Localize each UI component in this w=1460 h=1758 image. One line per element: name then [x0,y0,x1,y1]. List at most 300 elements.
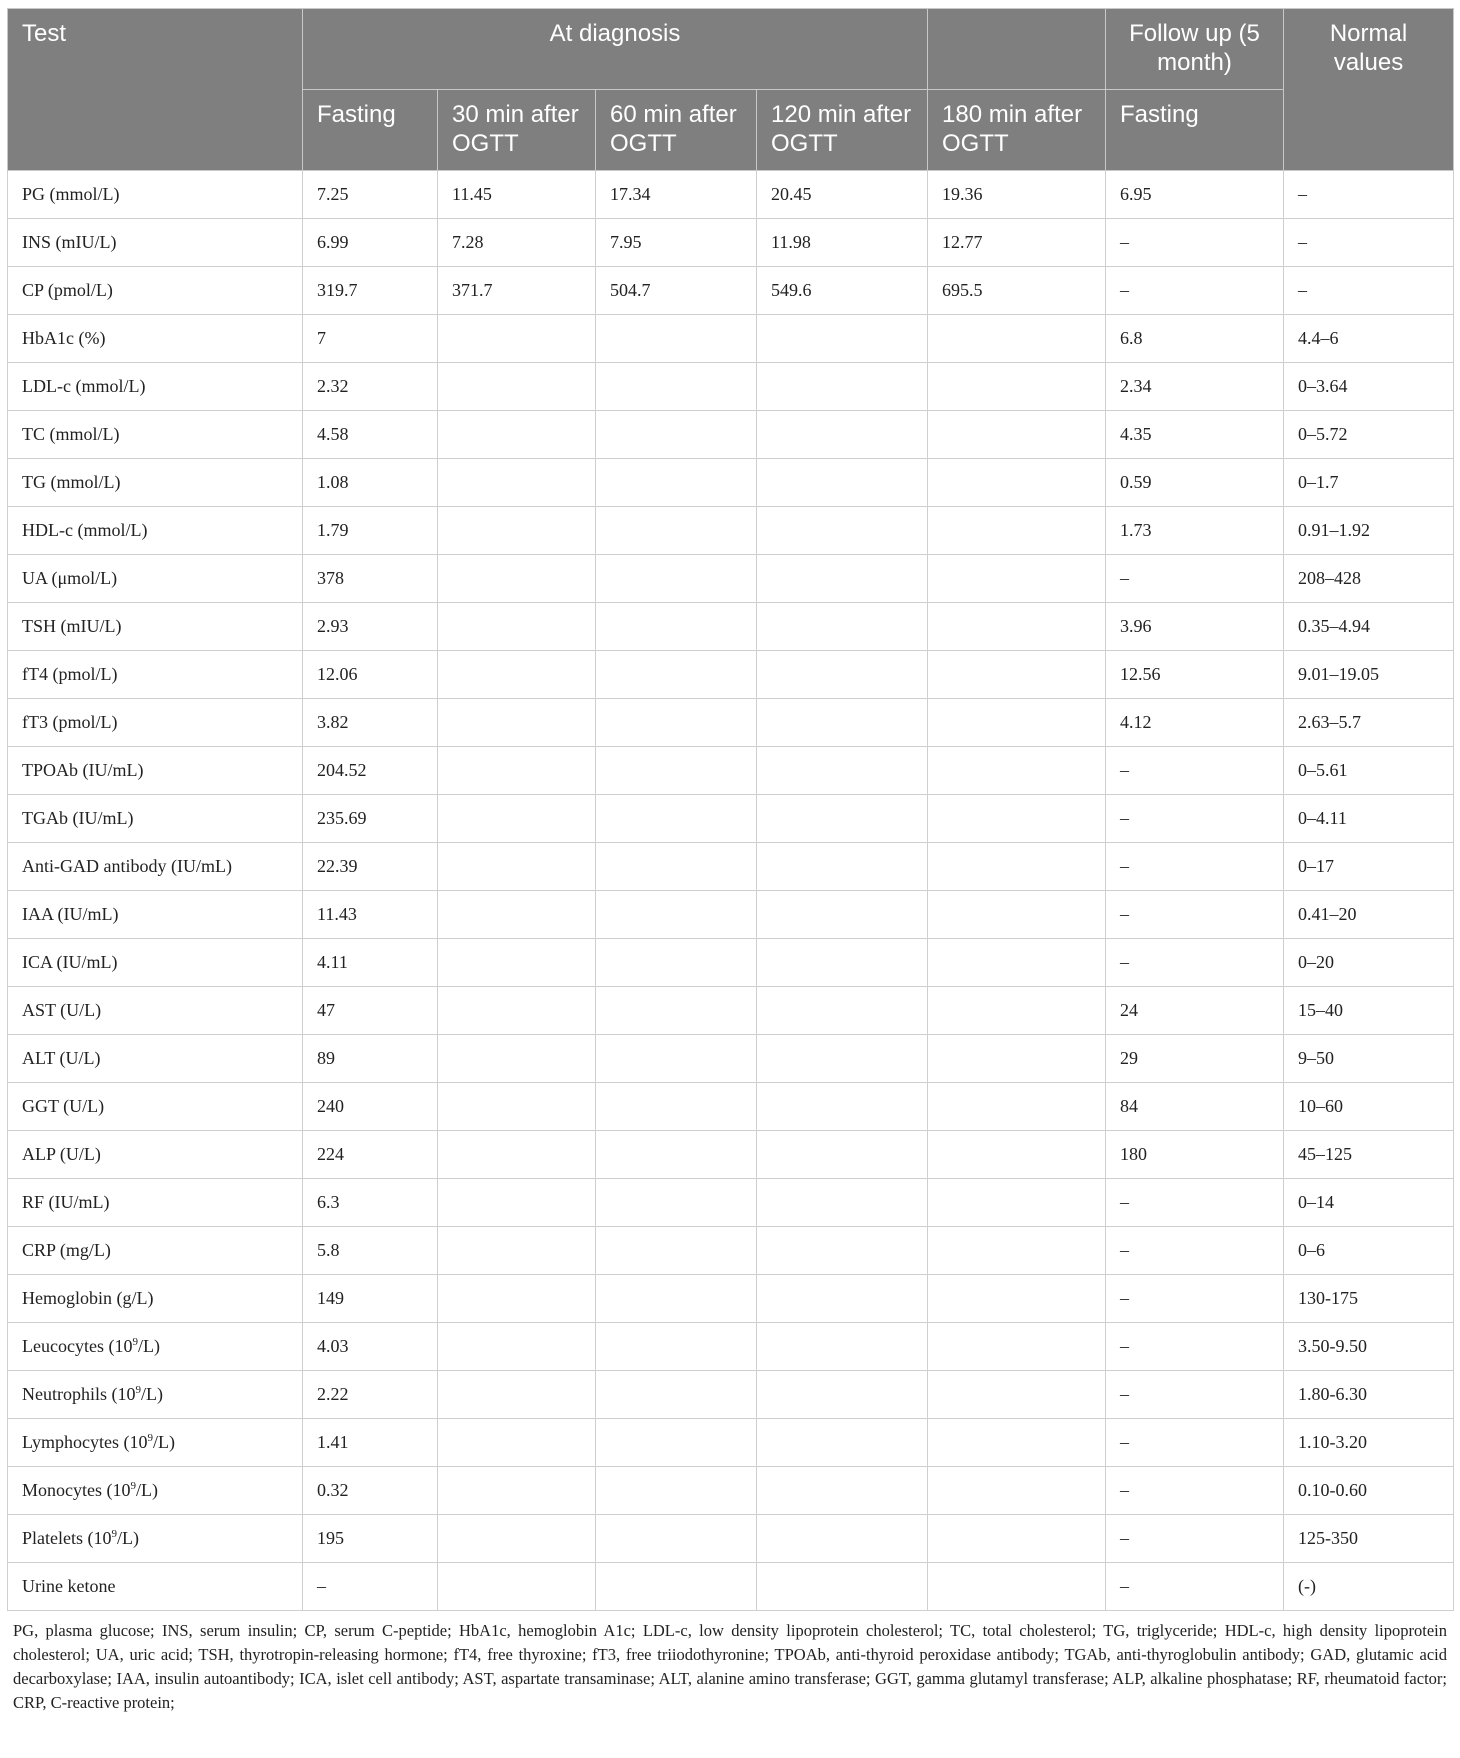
value-cell [596,555,757,603]
value-cell [757,699,928,747]
value-cell: – [1106,891,1284,939]
table-row [8,1371,1454,1419]
value-cell [757,1515,928,1563]
value-cell [596,1419,757,1467]
value-cell [596,1371,757,1419]
test-name-cell [8,555,303,603]
value-cell [596,1275,757,1323]
test-name: HDL-c (mmol/L) [22,520,148,540]
test-name-superscript: 9 [135,1384,141,1396]
value-cell [438,939,596,987]
value-cell: 1.41 [303,1419,438,1467]
test-name-cell [8,843,303,891]
test-name: LDL-c (mmol/L) [22,376,146,396]
test-name-cell [8,219,303,267]
value-cell [928,1131,1106,1179]
value-cell: 204.52 [303,747,438,795]
test-name: GGT (U/L) [22,1096,105,1116]
value-cell: – [1106,939,1284,987]
subheader-fasting: Fasting [303,90,438,171]
value-cell: 2.63–5.7 [1284,699,1454,747]
value-cell [928,1371,1106,1419]
test-name-cell [8,987,303,1035]
value-cell [596,1323,757,1371]
table-row [8,1419,1454,1467]
value-cell [596,1179,757,1227]
value-cell [928,747,1106,795]
value-cell [438,699,596,747]
value-cell [757,651,928,699]
value-cell: 45–125 [1284,1131,1454,1179]
test-name: Hemoglobin (g/L) [22,1288,154,1308]
value-cell [596,891,757,939]
value-cell [928,795,1106,843]
value-cell [438,315,596,363]
value-cell [757,1467,928,1515]
value-cell [757,1131,928,1179]
value-cell [928,1083,1106,1131]
value-cell [757,891,928,939]
value-cell: 17.34 [596,171,757,219]
value-cell: 0–5.72 [1284,411,1454,459]
value-cell [596,651,757,699]
test-name: INS (mIU/L) [22,232,117,252]
test-name-superscript: 9 [147,1432,153,1444]
test-name-cell [8,699,303,747]
value-cell: 12.56 [1106,651,1284,699]
value-cell [438,1467,596,1515]
value-cell [438,891,596,939]
value-cell: 7 [303,315,438,363]
test-name: TG (mmol/L) [22,472,121,492]
value-cell [438,1275,596,1323]
test-name-cell [8,171,303,219]
value-cell: – [1284,171,1454,219]
value-cell: 5.8 [303,1227,438,1275]
subheader-180min: 180 min after OGTT [928,90,1106,171]
value-cell [438,1035,596,1083]
value-cell: 0.59 [1106,459,1284,507]
test-name-cell [8,1227,303,1275]
test-name: fT3 (pmol/L) [22,712,118,732]
value-cell [757,747,928,795]
subheader-120min: 120 min after OGTT [757,90,928,171]
test-name-superscript: 9 [111,1528,117,1540]
value-cell [928,1515,1106,1563]
value-cell: 0–5.61 [1284,747,1454,795]
value-cell: 549.6 [757,267,928,315]
test-name-cell [8,1275,303,1323]
value-cell [757,363,928,411]
test-name-cell [8,1467,303,1515]
value-cell [596,1227,757,1275]
table-row [8,267,1454,315]
table-row [8,1467,1454,1515]
table-row [8,795,1454,843]
test-name-cell [8,747,303,795]
table-row [8,1227,1454,1275]
table-footnote: PG, plasma glucose; INS, serum insulin; CP, serum C-peptide; HbA1c, hemoglobin A1c; LDL-c, low density lipoprotein cholesterol; TC, total cholesterol; TG, triglyceride; HDL-c, high density lipoprotein cholesterol; UA, uric acid; TSH, thyrotropin-releasing hormone; fT4, free thyroxine; fT3, free triiodothyronine; TPOAb, anti-thyroid peroxidase antibody; TGAb, anti-thyroglobulin antibody; GAD, glutamic acid decarboxylase; IAA, insulin autoantibody; ICA, islet cell antibody; AST, aspartate transaminase; ALT, alanine amino transferase; GGT, gamma glutamyl transferase; ALP, alkaline phosphatase; RF, rheumatoid factor; CRP, C-reactive protein; [13,1621,1447,1712]
table-row [8,939,1454,987]
subheader-followup-fasting: Fasting [1106,90,1284,171]
value-cell: 240 [303,1083,438,1131]
value-cell [928,939,1106,987]
value-cell [438,459,596,507]
value-cell [757,1323,928,1371]
table-row [8,219,1454,267]
value-cell: 180 [1106,1131,1284,1179]
value-cell: 1.08 [303,459,438,507]
test-name: CP (pmol/L) [22,280,113,300]
value-cell [757,1179,928,1227]
value-cell: 0.91–1.92 [1284,507,1454,555]
test-name: IAA (IU/mL) [22,904,119,924]
value-cell: 1.73 [1106,507,1284,555]
test-name-superscript: 9 [132,1336,138,1348]
value-cell [438,1371,596,1419]
value-cell [757,1275,928,1323]
test-name: Anti-GAD antibody (IU/mL) [22,856,232,876]
value-cell: – [303,1563,438,1611]
value-cell: 0–6 [1284,1227,1454,1275]
value-cell: 0–1.7 [1284,459,1454,507]
value-cell: 195 [303,1515,438,1563]
value-cell: 2.34 [1106,363,1284,411]
value-cell [928,507,1106,555]
test-name: Monocytes (10 [22,1480,131,1500]
test-name-unit-tail: /L) [140,1384,163,1404]
value-cell [438,1083,596,1131]
value-cell: 11.45 [438,171,596,219]
value-cell [928,1035,1106,1083]
test-name-cell [8,1131,303,1179]
value-cell [928,1323,1106,1371]
value-cell [757,1227,928,1275]
test-name-cell [8,459,303,507]
value-cell: 12.06 [303,651,438,699]
value-cell: 20.45 [757,171,928,219]
value-cell [928,363,1106,411]
value-cell: – [1106,1227,1284,1275]
value-cell: 208–428 [1284,555,1454,603]
value-cell [928,1467,1106,1515]
value-cell [438,1227,596,1275]
value-cell: 0–14 [1284,1179,1454,1227]
value-cell [928,1179,1106,1227]
value-cell: – [1106,1467,1284,1515]
value-cell [757,1035,928,1083]
value-cell [438,507,596,555]
table-row [8,411,1454,459]
value-cell: 6.3 [303,1179,438,1227]
value-cell: 7.95 [596,219,757,267]
value-cell: 1.10-3.20 [1284,1419,1454,1467]
test-name-cell [8,1371,303,1419]
value-cell: – [1106,1563,1284,1611]
value-cell: 9.01–19.05 [1284,651,1454,699]
value-cell [928,315,1106,363]
value-cell [928,651,1106,699]
value-cell: 2.93 [303,603,438,651]
table-row [8,363,1454,411]
test-name: ICA (IU/mL) [22,952,118,972]
value-cell [757,459,928,507]
value-cell [928,411,1106,459]
value-cell: 0.41–20 [1284,891,1454,939]
value-cell [438,1131,596,1179]
value-cell [596,939,757,987]
value-cell [596,459,757,507]
table-header [8,9,1454,171]
value-cell: 3.50-9.50 [1284,1323,1454,1371]
value-cell [596,1467,757,1515]
test-name-cell [8,1419,303,1467]
test-name-cell [8,891,303,939]
value-cell: – [1106,795,1284,843]
test-name-cell [8,1323,303,1371]
table-row [8,747,1454,795]
value-cell [928,1275,1106,1323]
value-cell: 125-350 [1284,1515,1454,1563]
table-row [8,603,1454,651]
table-row [8,699,1454,747]
test-name-cell [8,267,303,315]
value-cell [928,891,1106,939]
test-name-unit-tail: /L) [152,1432,175,1452]
value-cell [438,651,596,699]
value-cell: 11.98 [757,219,928,267]
value-cell: 6.99 [303,219,438,267]
value-cell: 224 [303,1131,438,1179]
test-name: HbA1c (%) [22,328,106,348]
header-follow-up: Follow up (5 month) [1106,9,1284,90]
value-cell: 130-175 [1284,1275,1454,1323]
value-cell: 9–50 [1284,1035,1454,1083]
value-cell [928,555,1106,603]
test-name-superscript: 9 [130,1480,136,1492]
test-name-cell [8,1179,303,1227]
value-cell: 47 [303,987,438,1035]
test-name: TC (mmol/L) [22,424,120,444]
test-name: AST (U/L) [22,1000,102,1020]
value-cell [596,411,757,459]
test-name: TPOAb (IU/mL) [22,760,144,780]
value-cell [757,1419,928,1467]
test-name-cell [8,1563,303,1611]
value-cell: 12.77 [928,219,1106,267]
value-cell [438,1563,596,1611]
value-cell [596,987,757,1035]
value-cell: 3.96 [1106,603,1284,651]
test-name-cell [8,507,303,555]
value-cell: 149 [303,1275,438,1323]
test-name: Platelets (10 [22,1528,112,1548]
table-row [8,1275,1454,1323]
test-name-unit-tail: /L) [137,1336,160,1356]
subheader-60min: 60 min after OGTT [596,90,757,171]
value-cell [438,1179,596,1227]
test-name: Neutrophils (10 [22,1384,136,1404]
value-cell: 89 [303,1035,438,1083]
test-name-cell [8,315,303,363]
value-cell [596,747,757,795]
value-cell: – [1106,219,1284,267]
value-cell: 371.7 [438,267,596,315]
test-name: Urine ketone [22,1576,116,1596]
value-cell: 10–60 [1284,1083,1454,1131]
value-cell: 4.03 [303,1323,438,1371]
value-cell: – [1106,1515,1284,1563]
test-name: CRP (mg/L) [22,1240,111,1260]
value-cell: – [1106,843,1284,891]
value-cell [596,843,757,891]
value-cell [928,459,1106,507]
value-cell: 6.8 [1106,315,1284,363]
value-cell [757,555,928,603]
value-cell [438,603,596,651]
value-cell: 2.32 [303,363,438,411]
header-test: Test [8,9,303,171]
test-name: UA (μmol/L) [22,568,118,588]
test-name: fT4 (pmol/L) [22,664,118,684]
subheader-30min: 30 min after OGTT [438,90,596,171]
value-cell: 378 [303,555,438,603]
value-cell: – [1106,1179,1284,1227]
value-cell: 0.35–4.94 [1284,603,1454,651]
value-cell [757,987,928,1035]
value-cell: 6.95 [1106,171,1284,219]
test-name: TSH (mIU/L) [22,616,122,636]
value-cell: 7.25 [303,171,438,219]
test-name-cell [8,795,303,843]
value-cell [757,315,928,363]
test-name: RF (IU/mL) [22,1192,110,1212]
value-cell: 4.4–6 [1284,315,1454,363]
value-cell [596,1035,757,1083]
value-cell [757,1083,928,1131]
value-cell: 4.58 [303,411,438,459]
value-cell: 22.39 [303,843,438,891]
test-name-cell [8,1515,303,1563]
value-cell [928,843,1106,891]
value-cell: 3.82 [303,699,438,747]
value-cell [596,1563,757,1611]
lab-results-table [7,8,1454,1611]
test-name-unit-tail: /L) [116,1528,139,1548]
table-row [8,315,1454,363]
value-cell [757,843,928,891]
table-body [8,171,1454,1611]
value-cell [757,1371,928,1419]
value-cell: 319.7 [303,267,438,315]
test-name-cell [8,939,303,987]
value-cell [438,363,596,411]
value-cell [757,939,928,987]
value-cell [438,843,596,891]
value-cell [928,1563,1106,1611]
value-cell: 695.5 [928,267,1106,315]
test-name-cell [8,1083,303,1131]
value-cell [596,1515,757,1563]
value-cell [438,1515,596,1563]
table-row [8,555,1454,603]
header-at-diagnosis: At diagnosis [303,9,928,90]
value-cell [928,1419,1106,1467]
value-cell [438,1419,596,1467]
value-cell: (-) [1284,1563,1454,1611]
value-cell [438,555,596,603]
value-cell: 504.7 [596,267,757,315]
value-cell [757,795,928,843]
test-name: TGAb (IU/mL) [22,808,134,828]
value-cell: 0–3.64 [1284,363,1454,411]
test-name: Leucocytes (10 [22,1336,133,1356]
value-cell [596,507,757,555]
value-cell: – [1106,1275,1284,1323]
value-cell [438,795,596,843]
table-row [8,1563,1454,1611]
value-cell: – [1106,555,1284,603]
value-cell: – [1106,747,1284,795]
value-cell [596,699,757,747]
value-cell: 29 [1106,1035,1284,1083]
value-cell: 4.12 [1106,699,1284,747]
value-cell: 1.80-6.30 [1284,1371,1454,1419]
value-cell [596,363,757,411]
test-name-cell [8,411,303,459]
value-cell [596,795,757,843]
value-cell: 0–4.11 [1284,795,1454,843]
table-row [8,1323,1454,1371]
value-cell: 2.22 [303,1371,438,1419]
value-cell [757,507,928,555]
test-name: PG (mmol/L) [22,184,120,204]
table-row [8,1035,1454,1083]
value-cell: – [1284,267,1454,315]
test-name-cell [8,1035,303,1083]
value-cell: 235.69 [303,795,438,843]
value-cell: 19.36 [928,171,1106,219]
value-cell: 0.10-0.60 [1284,1467,1454,1515]
table-row [8,1083,1454,1131]
value-cell [928,603,1106,651]
table-row [8,1179,1454,1227]
value-cell: – [1106,267,1284,315]
value-cell: 7.28 [438,219,596,267]
test-name-cell [8,363,303,411]
table-row [8,1131,1454,1179]
value-cell: 84 [1106,1083,1284,1131]
value-cell [596,1131,757,1179]
value-cell [928,699,1106,747]
value-cell: 11.43 [303,891,438,939]
header-blank [928,9,1106,90]
test-name: ALT (U/L) [22,1048,101,1068]
value-cell: 4.11 [303,939,438,987]
table-row [8,171,1454,219]
test-name-cell [8,651,303,699]
test-name-unit-tail: /L) [135,1480,158,1500]
header-normal-values: Normal values [1284,9,1454,171]
value-cell: – [1106,1419,1284,1467]
value-cell [438,1323,596,1371]
value-cell: 1.79 [303,507,438,555]
value-cell: – [1284,219,1454,267]
value-cell [928,987,1106,1035]
value-cell [757,411,928,459]
value-cell: 4.35 [1106,411,1284,459]
value-cell: 0–20 [1284,939,1454,987]
